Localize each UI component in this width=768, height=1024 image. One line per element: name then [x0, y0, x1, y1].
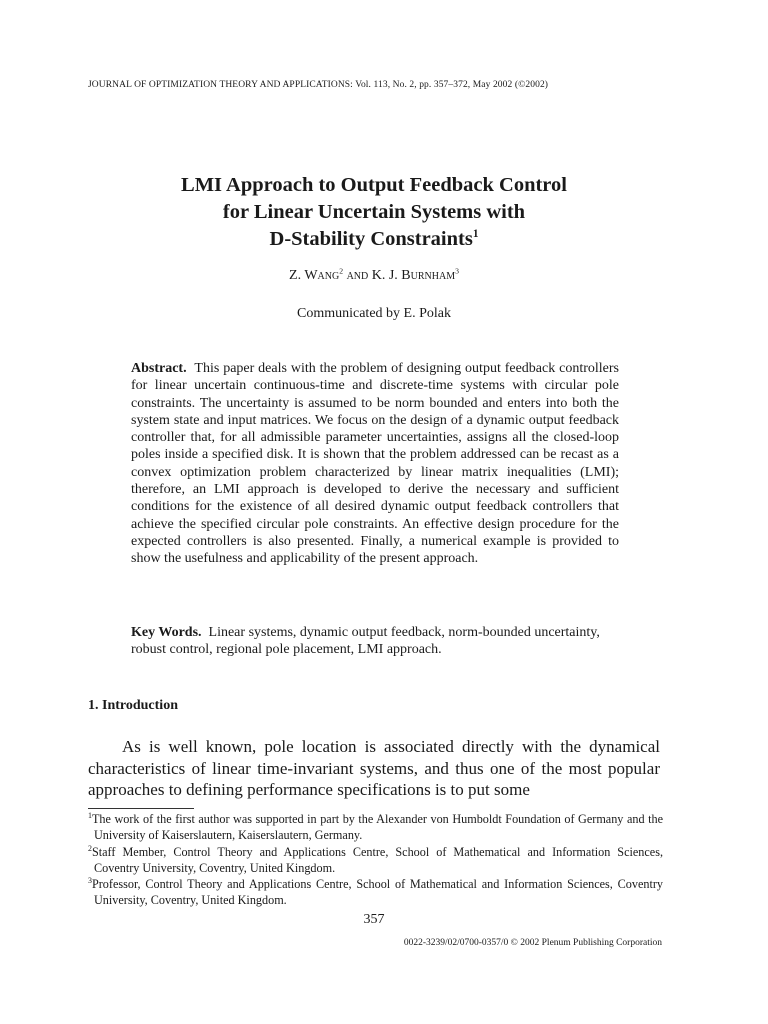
title-line-1: LMI Approach to Output Feedback Control — [181, 174, 567, 196]
page-number: 357 — [363, 912, 385, 927]
author-conjunction: and — [346, 268, 369, 283]
author-1: Z. Wang — [289, 268, 340, 283]
title-line-3 — [0, 226, 748, 253]
footnote-1 — [88, 811, 663, 844]
title-line-3-text: D-Stability Constraints — [269, 228, 473, 250]
section-heading: 1. Introduction — [88, 698, 178, 713]
abstract-text: This paper deals with the problem of designing output feedback controllers for linear uncertain continuous-time and discrete-time systems with circular pole constraints. The uncertainty is assumed to be norm bounded and enters into both the system state and input matrices. We focus on the design of a dynamic output feedback controller that, for all admissible parameter uncertainties, assigns all the closed-loop poles inside a specified disk. It is shown that the problem addressed can be recast as a convex optimization problem characterized by linear matrix inequalities (LMI); therefore, an LMI approach is developed to derive the necessary and sufficient conditions for the existence of all desired dynamic output feedback controllers that achieve the specified circular pole constraints. An effective design procedure for the expected controllers is also presented. Finally, a numerical example is provided to show the usefulness and applicability of the present approach. — [131, 361, 620, 567]
abstract — [131, 360, 619, 568]
copyright-line: 0022-3239/02/0700-0357/0 © 2002 Plenum Publishing Corporation — [403, 938, 662, 948]
abstract-label: Abstract. — [131, 361, 187, 376]
intro-paragraph: As is well known, pole location is associated directly with the dynamical characteristics of linear time-invariant systems, and thus one of the most popular approaches to defining performance specifications is to put some — [88, 737, 660, 799]
running-head: JOURNAL OF OPTIMIZATION THEORY AND APPLICATIONS: Vol. 113, No. 2, pp. 357–372, May 2002 (©2002) — [88, 80, 549, 90]
communicated-by: Communicated by E. Polak — [297, 306, 451, 321]
footnote-2 — [88, 844, 663, 877]
footnote-3-text: Professor, Control Theory and Applications Centre, School of Mathematical and Information Sciences, Coventry University, Coventry, United Kingdom. — [91, 877, 663, 908]
author-line — [0, 268, 748, 284]
title-line-2: for Linear Uncertain Systems with — [222, 201, 526, 223]
footnote-1-mark: 1 — [88, 810, 92, 820]
footnote-2-text: Staff Member, Control Theory and Applications Centre, School of Mathematical and Information Sciences, Coventry University, Coventry, United Kingdom. — [91, 844, 663, 875]
key-words-text: Linear systems, dynamic output feedback, norm-bounded uncertainty, robust control, regional pole placement, LMI approach. — [131, 625, 600, 658]
key-words — [131, 624, 621, 659]
author-2: K. J. Burnham — [371, 268, 456, 283]
footnote-2-mark: 2 — [88, 843, 92, 853]
footnotes — [88, 811, 663, 909]
footnote-rule — [88, 808, 194, 809]
author-2-mark: 3 — [455, 266, 459, 276]
paper-title — [0, 172, 748, 253]
title-footnote-mark: 1 — [472, 228, 479, 241]
footnote-3-mark: 3 — [88, 876, 92, 886]
footnote-1-text: The work of the first author was supported in part by the Alexander von Humboldt Foundation of Germany and the University of Kaiserslautern, Kaiserslautern, Germany. — [91, 812, 663, 843]
key-words-label: Key Words. — [131, 625, 202, 640]
author-1-mark: 2 — [339, 266, 344, 276]
footnote-3 — [88, 876, 663, 909]
